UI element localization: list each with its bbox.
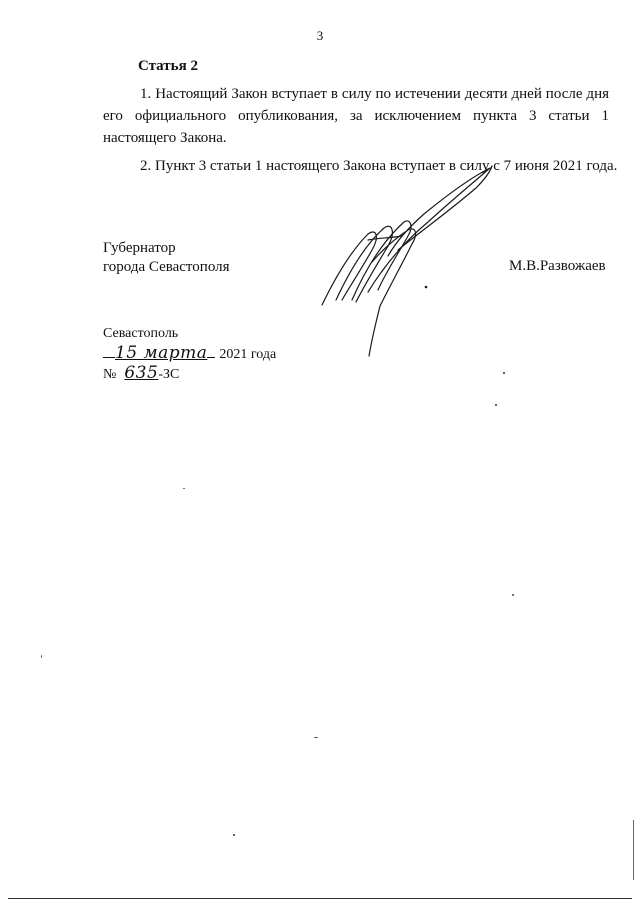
- page-number: 3: [316, 28, 324, 43]
- date-year: 2021 года: [219, 347, 277, 362]
- date-underline-right: [207, 357, 215, 358]
- date-underline-left: [103, 357, 115, 358]
- scan-speck: [503, 372, 505, 374]
- handwritten-date: 15 марта: [115, 343, 208, 363]
- signatory-title-line-2: города Севастополя: [103, 259, 230, 275]
- number-sign: №: [103, 367, 117, 382]
- scan-speck: [512, 594, 514, 596]
- scan-bottom-edge: [8, 898, 632, 899]
- handwritten-number: 635: [124, 363, 159, 383]
- number-suffix: -ЗС: [158, 367, 180, 382]
- scan-speck: [314, 737, 318, 738]
- article-paragraph-2: 2. Пункт 3 статьи 1 настоящего Закона вступает в силу с 7 июня 2021 года.: [140, 158, 618, 174]
- enactment-place: Севастополь: [103, 326, 179, 341]
- article-paragraph-1: 1. Настоящий Закон вступает в силу по истечении десяти дней после дня его официального опубликования, за исключением пункта 3 статьи 1 настоящего Закона.: [103, 86, 609, 146]
- scan-edge-mark: [633, 820, 634, 880]
- scan-speck: [183, 488, 185, 489]
- scan-speck: [41, 655, 42, 658]
- signatory-title-line-1: Губернатор: [103, 240, 176, 256]
- enactment-date: [103, 343, 276, 363]
- enactment-number: [103, 363, 179, 383]
- signatory-name: М.В.Развожаев: [509, 258, 606, 274]
- scan-speck: [495, 404, 497, 406]
- scan-speck: [233, 834, 235, 836]
- article-heading: Статья 2: [138, 58, 198, 74]
